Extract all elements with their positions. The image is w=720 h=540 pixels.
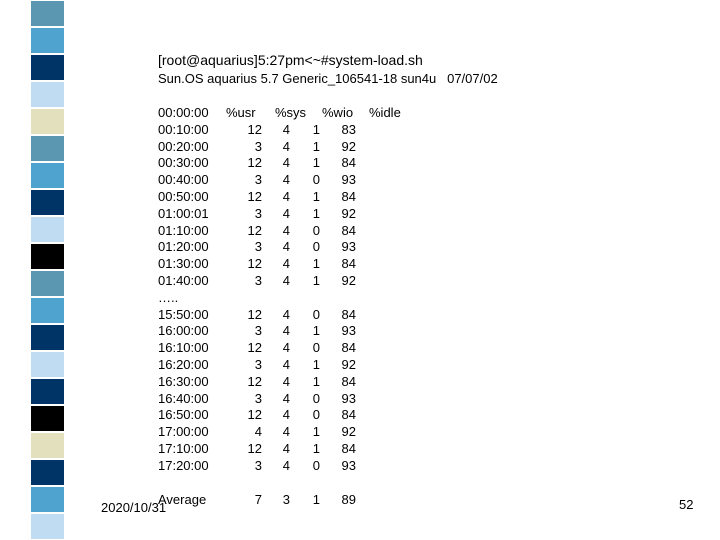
table-cell-time: 15:50:00: [158, 306, 209, 322]
table-cell-time: 16:10:00: [158, 340, 209, 356]
table-cell-value: 4: [282, 155, 290, 171]
table-header-usr: %usr: [226, 105, 256, 120]
stripe-block: [31, 271, 64, 296]
table-cell-value: 3: [254, 457, 262, 473]
average-value: 3: [282, 492, 290, 507]
stripe-block: [31, 136, 64, 161]
stripe-block: [31, 487, 64, 512]
table-cell-value: 1: [312, 155, 320, 171]
table-cell-time: 17:10:00: [158, 441, 209, 456]
table-cell-value: 92: [341, 138, 356, 154]
table-cell-value: 93: [341, 239, 356, 255]
table-cell-value: 84: [341, 222, 356, 238]
table-cell-value: 4: [282, 357, 290, 372]
table-cell-value: 3: [254, 357, 262, 372]
stripe-block: [31, 82, 64, 107]
stripe-block: [31, 433, 64, 458]
table-cell-value: 4: [282, 273, 290, 288]
table-cell-value: 12: [247, 306, 262, 322]
table-cell-time: 00:20:00: [158, 138, 209, 154]
table-cell-time: 01:40:00: [158, 273, 209, 288]
table-cell-value: 4: [282, 441, 290, 456]
table-header-time: 00:00:00: [158, 105, 209, 120]
table-cell-value: 3: [254, 323, 262, 339]
table-cell-time: 00:50:00: [158, 189, 209, 204]
table-cell-value: 1: [312, 424, 320, 440]
table-cell-time: 16:00:00: [158, 323, 209, 339]
table-cell-value: 4: [282, 222, 290, 238]
page-number: 52: [679, 497, 694, 512]
table-cell-time: 01:00:01: [158, 205, 209, 221]
table-header-idle: %idle: [369, 105, 401, 120]
table-cell-value: 4: [282, 323, 290, 339]
table-cell-value: 1: [312, 323, 320, 339]
table-cell-value: 4: [282, 306, 290, 322]
table-cell-value: 4: [282, 424, 290, 440]
table-cell-time: 01:30:00: [158, 256, 209, 272]
table-cell-value: 0: [312, 172, 320, 188]
table-cell-value: 4: [282, 407, 290, 423]
table-cell-value: 4: [282, 205, 290, 221]
table-cell-value: 1: [312, 256, 320, 272]
average-label: Average: [158, 492, 207, 507]
table-cell-value: 12: [247, 189, 262, 204]
table-cell-value: 84: [341, 306, 356, 322]
table-cell-value: 0: [312, 222, 320, 238]
table-cell-value: 12: [247, 222, 262, 238]
table-cell-value: 84: [341, 256, 356, 272]
table-cell-time: 00:30:00: [158, 155, 209, 171]
average-value: 89: [341, 492, 356, 507]
table-cell-time: 17:00:00: [158, 424, 209, 440]
stripe-block: [31, 352, 64, 377]
table-cell-time: 16:40:00: [158, 390, 209, 406]
table-cell-time: 01:20:00: [158, 239, 209, 255]
table-cell-value: 4: [282, 138, 290, 154]
table-cell-value: 4: [282, 172, 290, 188]
table-cell-value: 92: [341, 273, 356, 288]
stripe-block: [31, 109, 64, 134]
table-cell-value: 93: [341, 457, 356, 473]
stripe-block: [31, 1, 64, 26]
table-cell-value: 84: [341, 373, 356, 389]
table-cell-value: 3: [254, 273, 262, 288]
table-cell-value: 84: [341, 441, 356, 456]
table-cell-value: 3: [254, 138, 262, 154]
table-cell-value: 12: [247, 441, 262, 456]
system-info-line: Sun.OS aquarius 5.7 Generic_106541-18 sun4u 07/07/02: [158, 71, 498, 86]
table-cell-value: 4: [282, 340, 290, 356]
table-cell-value: 3: [254, 390, 262, 406]
table-cell-time: 16:50:00: [158, 407, 209, 423]
stripe-block: [31, 460, 64, 485]
table-cell-value: 1: [312, 373, 320, 389]
table-cell-value: 1: [312, 138, 320, 154]
table-cell-value: 4: [282, 189, 290, 204]
table-cell-value: 1: [312, 189, 320, 204]
table-cell-value: 1: [312, 357, 320, 372]
stripe-block: [31, 325, 64, 350]
table-cell-value: 3: [254, 205, 262, 221]
stripe-block: [31, 190, 64, 215]
table-cell-value: 4: [282, 256, 290, 272]
stripe-block: [31, 298, 64, 323]
table-cell-value: 92: [341, 357, 356, 372]
table-cell-value: 4: [282, 239, 290, 255]
table-cell-value: 3: [254, 239, 262, 255]
table-cell-value: 12: [247, 340, 262, 356]
average-value: 1: [312, 492, 320, 507]
stripe-block: [31, 55, 64, 80]
table-cell-value: 84: [341, 340, 356, 356]
stripe-block: [31, 217, 64, 242]
table-cell-value: 84: [341, 189, 356, 204]
table-cell-value: 1: [312, 273, 320, 288]
table-cell-value: 4: [282, 390, 290, 406]
table-cell-value: 12: [247, 256, 262, 272]
decorative-color-stripe: [31, 0, 64, 540]
table-cell-time: 00:40:00: [158, 172, 209, 188]
table-cell-value: 4: [254, 424, 262, 440]
table-cell-value: 84: [341, 407, 356, 423]
table-cell-time: 16:20:00: [158, 357, 209, 372]
table-cell-value: 12: [247, 121, 262, 137]
stripe-block: [31, 406, 64, 431]
table-cell-time: 00:10:00: [158, 121, 209, 137]
command-line: [root@aquarius]5:27pm<~#system-load.sh: [158, 52, 423, 68]
table-cell-value: 1: [312, 441, 320, 456]
table-cell-value: 0: [312, 239, 320, 255]
table-cell-time: 01:10:00: [158, 222, 209, 238]
table-cell-value: 12: [247, 407, 262, 423]
table-cell-value: 1: [312, 205, 320, 221]
footer-date: 2020/10/31: [101, 500, 167, 515]
table-cell-value: 0: [312, 390, 320, 406]
stripe-block: [31, 163, 64, 188]
table-cell-value: 0: [312, 457, 320, 473]
table-cell-value: 84: [341, 155, 356, 171]
table-cell-value: 0: [312, 340, 320, 356]
stripe-block: [31, 514, 64, 539]
table-cell-value: 4: [282, 121, 290, 137]
average-value: 7: [254, 492, 262, 507]
stripe-block: [31, 379, 64, 404]
table-cell-time: 17:20:00: [158, 457, 209, 473]
stripe-block: [31, 28, 64, 53]
table-cell-value: 4: [282, 457, 290, 473]
table-cell-value: 93: [341, 323, 356, 339]
table-cell-value: 92: [341, 424, 356, 440]
table-cell-value: 1: [312, 121, 320, 137]
stripe-block: [31, 244, 64, 269]
table-cell-value: 0: [312, 306, 320, 322]
table-header-sys: %sys: [275, 105, 307, 120]
table-header-wio: %wio: [322, 105, 354, 120]
table-cell-value: 4: [282, 373, 290, 389]
table-cell-value: 12: [247, 373, 262, 389]
table-cell-value: 3: [254, 172, 262, 188]
table-cell-value: 83: [341, 121, 356, 137]
table-cell-value: 12: [247, 155, 262, 171]
table-cell-value: 92: [341, 205, 356, 221]
table-cell-time: 16:30:00: [158, 373, 209, 389]
table-cell-value: 0: [312, 407, 320, 423]
table-cell-time: …..: [158, 289, 179, 305]
table-cell-value: 93: [341, 390, 356, 406]
table-cell-value: 93: [341, 172, 356, 188]
